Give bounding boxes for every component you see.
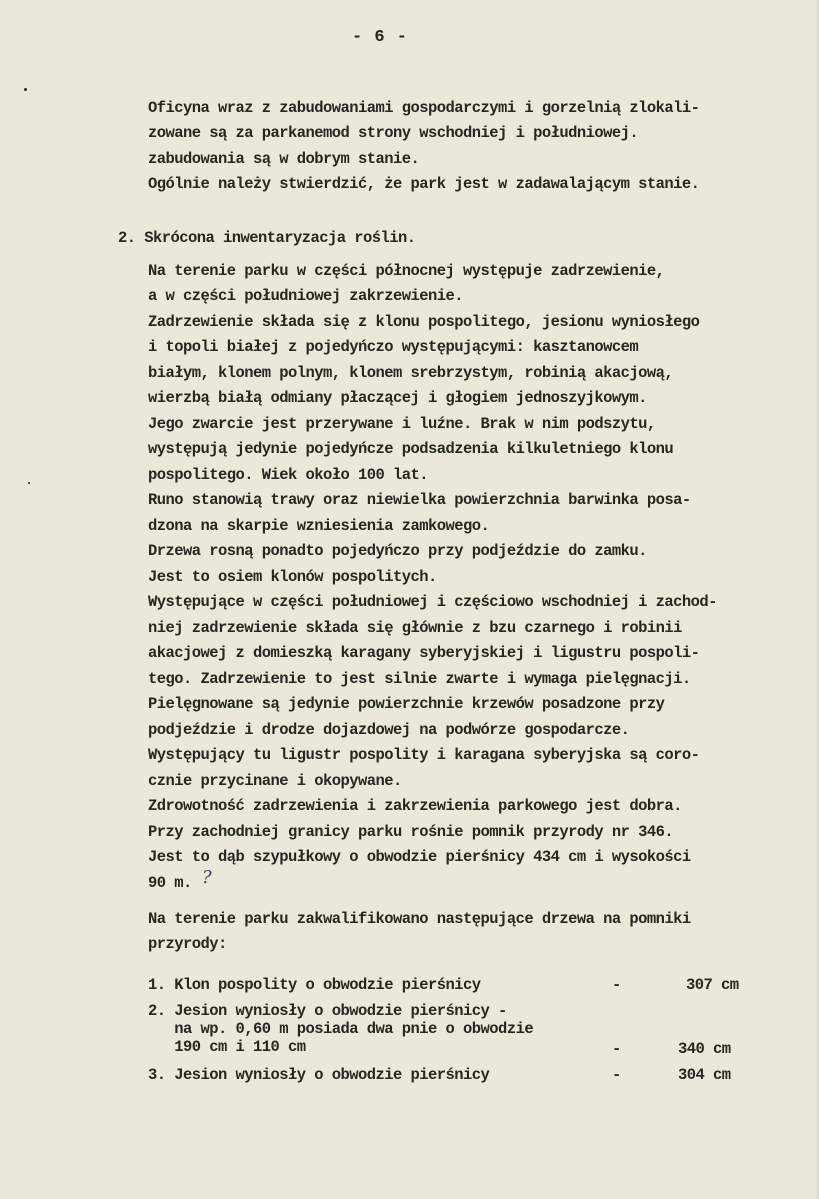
- body-line: Jego zwarcie jest przerywane i luźne. Brak w nim podszytu,: [148, 415, 656, 433]
- body-line: 90 m.: [148, 874, 192, 892]
- body-line: Runo stanowią trawy oraz niewielka powierzchnia barwinka posa-: [148, 491, 691, 509]
- list-item-dash: -: [612, 976, 621, 994]
- body-line: akacjowej z domieszką karagany syberyjskiej i ligustru pospoli-: [148, 644, 700, 662]
- body-line: Zadrzewienie składa się z klonu pospolitego, jesionu wyniosłego: [148, 313, 700, 331]
- list-item-value: 304 cm: [678, 1066, 731, 1084]
- body-line: cznie przycinane i okopywane.: [148, 772, 402, 790]
- margin-speck: [24, 88, 27, 91]
- list-item-line: 3. Jesion wyniosły o obwodzie pierśnicy: [148, 1066, 490, 1084]
- list-item-dash: -: [612, 1066, 621, 1084]
- intro-line: zowane są za parkanemod strony wschodniej i południowej.: [148, 124, 639, 142]
- body-line: a w części południowej zakrzewienie.: [148, 287, 464, 305]
- list-item-line: 190 cm i 110 cm: [148, 1038, 306, 1056]
- intro-line: zabudowania są w dobrym stanie.: [148, 150, 420, 168]
- body-line: Pielęgnowane są jedynie powierzchnie krzewów posadzone przy: [148, 695, 665, 713]
- body-line: Występujące w części południowej i częściowo wschodniej i zachod-: [148, 593, 717, 611]
- body-line: białym, klonem polnym, klonem srebrzystym, robinią akacjową,: [148, 364, 674, 382]
- section-heading: 2. Skrócona inwentaryzacja roślin.: [118, 229, 416, 247]
- list-item-line: 1. Klon pospolity o obwodzie pierśnicy: [148, 976, 481, 994]
- body-line: Drzewa rosną ponadto pojedyńczo przy podjeździe do zamku.: [148, 542, 647, 560]
- body-line: występują jedynie pojedyńcze podsadzenia kilkuletniego klonu: [148, 440, 674, 458]
- body-line: Zdrowotność zadrzewienia i zakrzewienia parkowego jest dobra.: [148, 797, 682, 815]
- margin-speck: [28, 482, 30, 484]
- intro-line: Ogólnie należy stwierdzić, że park jest w zadawalającym stanie.: [148, 175, 700, 193]
- body-line: Jest to osiem klonów pospolitych.: [148, 568, 437, 586]
- list-item-line: 2. Jesion wyniosły o obwodzie pierśnicy -: [148, 1002, 507, 1020]
- list-item-value: 340 cm: [678, 1040, 731, 1058]
- body-line: Przy zachodniej granicy parku rośnie pomnik przyrody nr 346.: [148, 823, 674, 841]
- handwritten-question-mark: ?: [202, 867, 212, 888]
- body-line: tego. Zadrzewienie to jest silnie zwarte i wymaga pielęgnacji.: [148, 670, 691, 688]
- body-line: dzona na skarpie wzniesienia zamkowego.: [148, 517, 490, 535]
- body-line: Na terenie parku w części północnej występuje zadrzewienie,: [148, 262, 665, 280]
- list-item-dash: -: [612, 1040, 621, 1058]
- body-line: i topoli białej z pojedyńczo występującymi: kasztanowcem: [148, 338, 639, 356]
- list-item-line: na wp. 0,60 m posiada dwa pnie o obwodzie: [148, 1020, 534, 1038]
- body-line: Jest to dąb szypułkowy o obwodzie pierśnicy 434 cm i wysokości: [148, 848, 691, 866]
- body-line: Występujący tu ligustr pospolity i karagana syberyjska są coro-: [148, 746, 700, 764]
- paper-edge-shadow: [815, 0, 819, 1199]
- body-line: niej zadrzewienie składa się głównie z bzu czarnego i robinii: [148, 619, 682, 637]
- body-line: wierzbą białą odmiany płaczącej i głogiem jednoszyjkowym.: [148, 389, 647, 407]
- body-line: podjeździe i drodze dojazdowej na podwórze gospodarcze.: [148, 721, 630, 739]
- body-line: pospolitego. Wiek około 100 lat.: [148, 466, 429, 484]
- body-line: przyrody:: [148, 935, 227, 953]
- body-line: Na terenie parku zakwalifikowano następujące drzewa na pomniki: [148, 910, 691, 928]
- intro-line: Oficyna wraz z zabudowaniami gospodarczymi i gorzelnią zlokali-: [148, 99, 700, 117]
- page-number: - 6 -: [352, 28, 409, 47]
- list-item-value: 307 cm: [686, 976, 739, 994]
